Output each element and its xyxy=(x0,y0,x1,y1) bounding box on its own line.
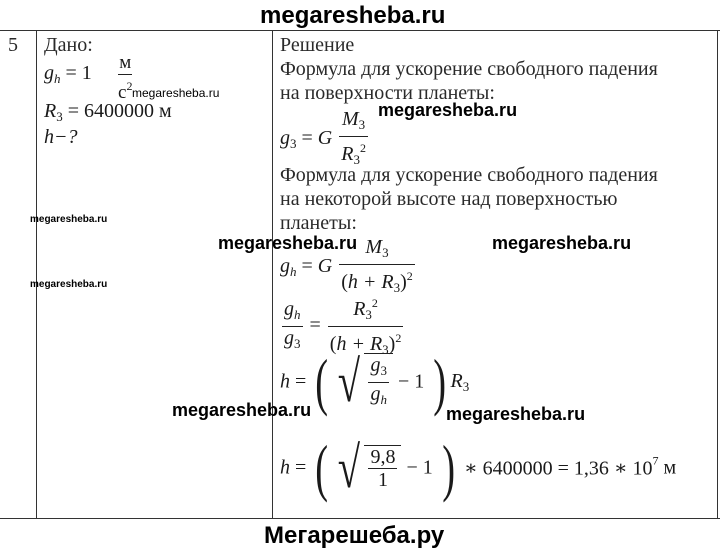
formula-final: h = ( √ $\frac{9,8}{1}$ − 1 ) ∗ 6400000 = 1,36 ∗ $10^7$ м xyxy=(280,432,677,503)
formula-ratio: $\frac{g_h}{g_3}$ = $\frac{R_3^2}{(h + R_3)^2}$ xyxy=(280,292,405,361)
watermark: megaresheba.ru xyxy=(30,279,108,290)
given-gh-unit: м $с^2$ xyxy=(118,52,133,103)
solution-text2-line2: на некоторой высоте над поверхностью xyxy=(280,188,618,210)
solution-text2-line3: планеты: xyxy=(280,212,357,234)
header-watermark: megaresheba.ru xyxy=(260,2,446,29)
formula-h: h = ( √ $\frac{g_3}{g_h}$ − 1 ) $R_3$ xyxy=(280,346,470,417)
column-divider-3 xyxy=(717,30,718,518)
column-divider-1 xyxy=(36,30,37,518)
table-top-border xyxy=(0,30,720,31)
watermark: megaresheba.ru xyxy=(132,86,220,100)
watermark: megaresheba.ru xyxy=(172,400,312,420)
watermark: megaresheba.ru xyxy=(30,214,108,225)
formula-g3: $g_3 = G$ $\frac{M_3}{R_3^2}$ xyxy=(280,108,366,167)
watermark: megaresheba.ru xyxy=(218,233,358,253)
footer-title: Мегарешеба.ру xyxy=(264,522,445,549)
watermark: megaresheba.ru xyxy=(446,404,586,424)
given-gh: $g_h = 1$ xyxy=(44,62,92,86)
task-number: 5 xyxy=(8,34,18,56)
watermark: megaresheba.ru xyxy=(378,100,518,120)
solution-title: Решение xyxy=(280,34,355,56)
given-radius: $R_3 = 6400000$ м xyxy=(44,100,172,124)
table-bottom-border xyxy=(0,518,720,519)
given-title: Дано: xyxy=(44,34,93,56)
solution-text2-line1: Формула для ускорение свободного падения xyxy=(280,164,658,186)
solution-text1-line1: Формула для ускорение свободного падения xyxy=(280,58,658,80)
solution-text1-line2: на поверхности планеты: xyxy=(280,82,495,104)
column-divider-2 xyxy=(272,30,273,518)
formula-gh: $g_h = G$ $\frac{M_3}{(h + R_3)^2}$ xyxy=(280,236,413,295)
watermark: megaresheba.ru xyxy=(492,233,632,253)
given-question: h−? xyxy=(44,126,78,148)
